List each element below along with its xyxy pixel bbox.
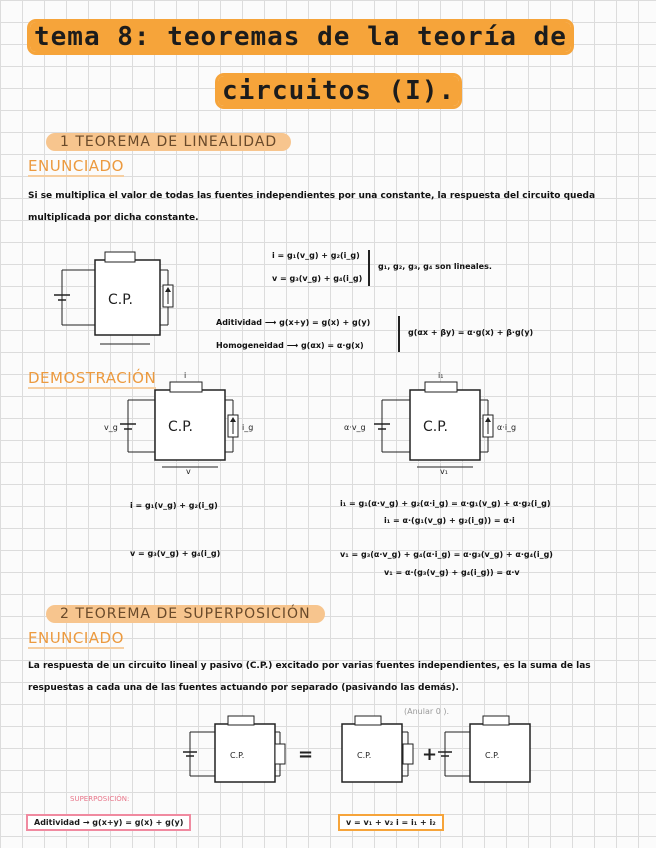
- circuit-linearity: [50, 240, 210, 350]
- label-i1: i₁: [438, 371, 444, 380]
- brace-2: [398, 316, 401, 352]
- combined-eq: g(αx + βy) = α·g(x) + β·g(y): [408, 328, 534, 337]
- arrow-right-icon: ⟶: [286, 341, 301, 350]
- circuit-label: C.P.: [423, 419, 448, 435]
- demo-left-v: v = g₃(v_g) + g₄(i_g): [130, 549, 221, 558]
- anular-note: (Anular 0 ).: [404, 707, 449, 716]
- section-2-heading: 2 TEOREMA DE SUPERPOSICIÓN: [46, 605, 325, 623]
- demo-right-v2: v₁ = α·(g₃(v_g) + g₄(i_g)) = α·v: [384, 568, 520, 577]
- label-v: v: [186, 467, 191, 476]
- circuit-label: C.P.: [485, 751, 500, 760]
- label-ig: i_g: [242, 423, 254, 432]
- label-i: i: [184, 371, 187, 380]
- enunciado-1-text: Si se multiplica el valor de todas las fuentes independientes por una constante, la respuesta del circuito queda multiplicada por dicha constante.: [28, 191, 596, 223]
- circuit-label: C.P.: [357, 751, 372, 760]
- superposicion-label: SUPERPOSICIÓN:: [70, 795, 130, 803]
- demo-right-v1: v₁ = g₃(α·v_g) + g₄(α·i_g) = α·g₃(v_g) + α·g₄(i_g): [340, 550, 553, 559]
- circuit-demo-b: [340, 370, 540, 480]
- demo-right-i2: i₁ = α·(g₁(v_g) + g₂(i_g)) = α·i: [384, 516, 515, 525]
- aditividad-box: Aditividad → g(x+y) = g(x) + g(y): [26, 814, 191, 831]
- circuit-label: C.P.: [108, 292, 133, 308]
- label-v1: v₁: [440, 467, 448, 476]
- homogeneidad-row: Homogeneidad ⟶ g(αx) = α·g(x): [216, 341, 364, 350]
- demo-right-i1: i₁ = g₁(α·v_g) + g₂(α·i_g) = α·g₁(v_g) + α·g₂(i_g): [340, 499, 551, 508]
- aditividad-row: Aditividad ⟶ g(x+y) = g(x) + g(y): [216, 318, 371, 327]
- equals-sign: =: [298, 744, 314, 765]
- demostracion-label: DEMOSTRACIÓN: [28, 369, 157, 387]
- circuit-superposition: [170, 710, 550, 800]
- page-title-line1: tema 8: teoremas de la teoría de: [30, 22, 571, 52]
- arrow-right-icon: ⟶: [264, 318, 280, 327]
- result-box: v = v₁ + v₂ i = i₁ + i₂: [338, 814, 444, 831]
- plus-sign: +: [422, 744, 438, 765]
- circuit-label: C.P.: [230, 751, 245, 760]
- demo-left-i: i = g₁(v_g) + g₂(i_g): [130, 501, 218, 510]
- section-1-heading: 1 TEOREMA DE LINEALIDAD: [46, 133, 291, 151]
- label-alpha-ig: α·i_g: [497, 423, 517, 432]
- circuit-label: C.P.: [168, 419, 193, 435]
- enunciado-1-label: ENUNCIADO: [28, 157, 124, 175]
- enunciado-2-label: ENUNCIADO: [28, 629, 124, 647]
- circuit-demo-a: [100, 370, 270, 480]
- label-alpha-vg: α·v_g: [344, 423, 366, 432]
- brace-1: [368, 250, 371, 286]
- eq-i: i = g₁(v_g) + g₂(i_g): [272, 251, 360, 260]
- eq-v: v = g₃(v_g) + g₄(i_g): [272, 274, 363, 283]
- label-vg: v_g: [104, 423, 118, 432]
- eq-lineal: g₁, g₂, g₃, g₄ son lineales.: [378, 262, 492, 271]
- enunciado-2-text: La respuesta de un circuito lineal y pasivo (C.P.) excitado por varias fuentes independientes, es la suma de las respuestas a cada una de las fuentes actuando por separado (pasivando las demás).: [28, 661, 591, 693]
- page-title-line2: circuitos (I).: [218, 76, 459, 106]
